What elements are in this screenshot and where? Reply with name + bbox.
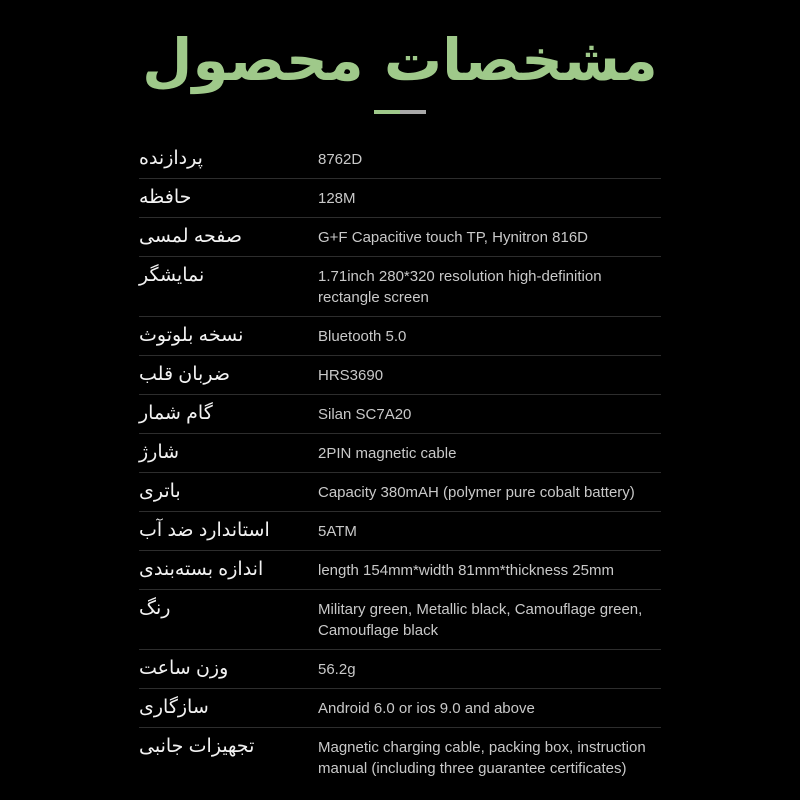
table-row <box>139 140 661 179</box>
table-row <box>139 317 661 356</box>
spec-label: نسخه بلوتوث <box>139 324 244 346</box>
spec-value: Bluetooth 5.0 <box>318 327 407 345</box>
spec-value: 2PIN magnetic cable <box>318 444 457 462</box>
spec-value: 1.71inch 280*320 resolution high-definition rectangle screen <box>318 267 602 306</box>
spec-label: حافظه <box>139 186 192 208</box>
spec-value: Capacity 380mAH (polymer pure cobalt battery) <box>318 483 635 501</box>
table-row <box>139 728 661 787</box>
spec-label: اندازه بسته‌بندی <box>139 558 264 580</box>
table-row <box>139 395 661 434</box>
title-underline <box>374 110 426 114</box>
spec-value: Silan SC7A20 <box>318 405 412 423</box>
table-row <box>139 356 661 395</box>
spec-value: Military green, Metallic black, Camouflage green, Camouflage black <box>318 600 643 639</box>
page-title: مشخصات محصول <box>142 26 658 94</box>
title-underline-gray-segment <box>400 110 426 114</box>
spec-label: پردازنده <box>139 147 203 169</box>
spec-label: تجهیزات جانبی <box>139 735 255 757</box>
table-row <box>139 689 661 728</box>
table-row <box>139 257 661 317</box>
spec-label: سازگاری <box>139 696 209 718</box>
table-row <box>139 218 661 257</box>
spec-table <box>139 140 661 787</box>
spec-label: ضربان قلب <box>139 363 230 385</box>
spec-value: 8762D <box>318 150 363 168</box>
title-underline-green-segment <box>374 110 400 114</box>
spec-value: Magnetic charging cable, packing box, instruction manual (including three guarantee certificates) <box>318 738 646 777</box>
spec-label: وزن ساعت <box>139 657 229 679</box>
spec-value: G+F Capacitive touch TP, Hynitron 816D <box>318 228 588 246</box>
table-row <box>139 590 661 650</box>
table-row <box>139 473 661 512</box>
spec-label: باتری <box>139 480 181 502</box>
spec-label: رنگ <box>139 597 171 619</box>
table-row <box>139 551 661 590</box>
spec-value: 5ATM <box>318 522 357 540</box>
table-row <box>139 512 661 551</box>
table-row <box>139 650 661 689</box>
spec-value: Android 6.0 or ios 9.0 and above <box>318 699 535 717</box>
spec-label: استاندارد ضد آب <box>139 519 270 541</box>
spec-value: length 154mm*width 81mm*thickness 25mm <box>318 561 614 579</box>
table-row <box>139 179 661 218</box>
spec-value: 128M <box>318 189 356 207</box>
spec-value: HRS3690 <box>318 366 384 384</box>
spec-label: نمایشگر <box>139 264 205 286</box>
spec-label: صفحه لمسی <box>139 225 243 247</box>
spec-value: 56.2g <box>318 660 356 678</box>
spec-label: شارژ <box>139 441 180 463</box>
table-row <box>139 434 661 473</box>
spec-label: گام شمار <box>139 402 213 424</box>
